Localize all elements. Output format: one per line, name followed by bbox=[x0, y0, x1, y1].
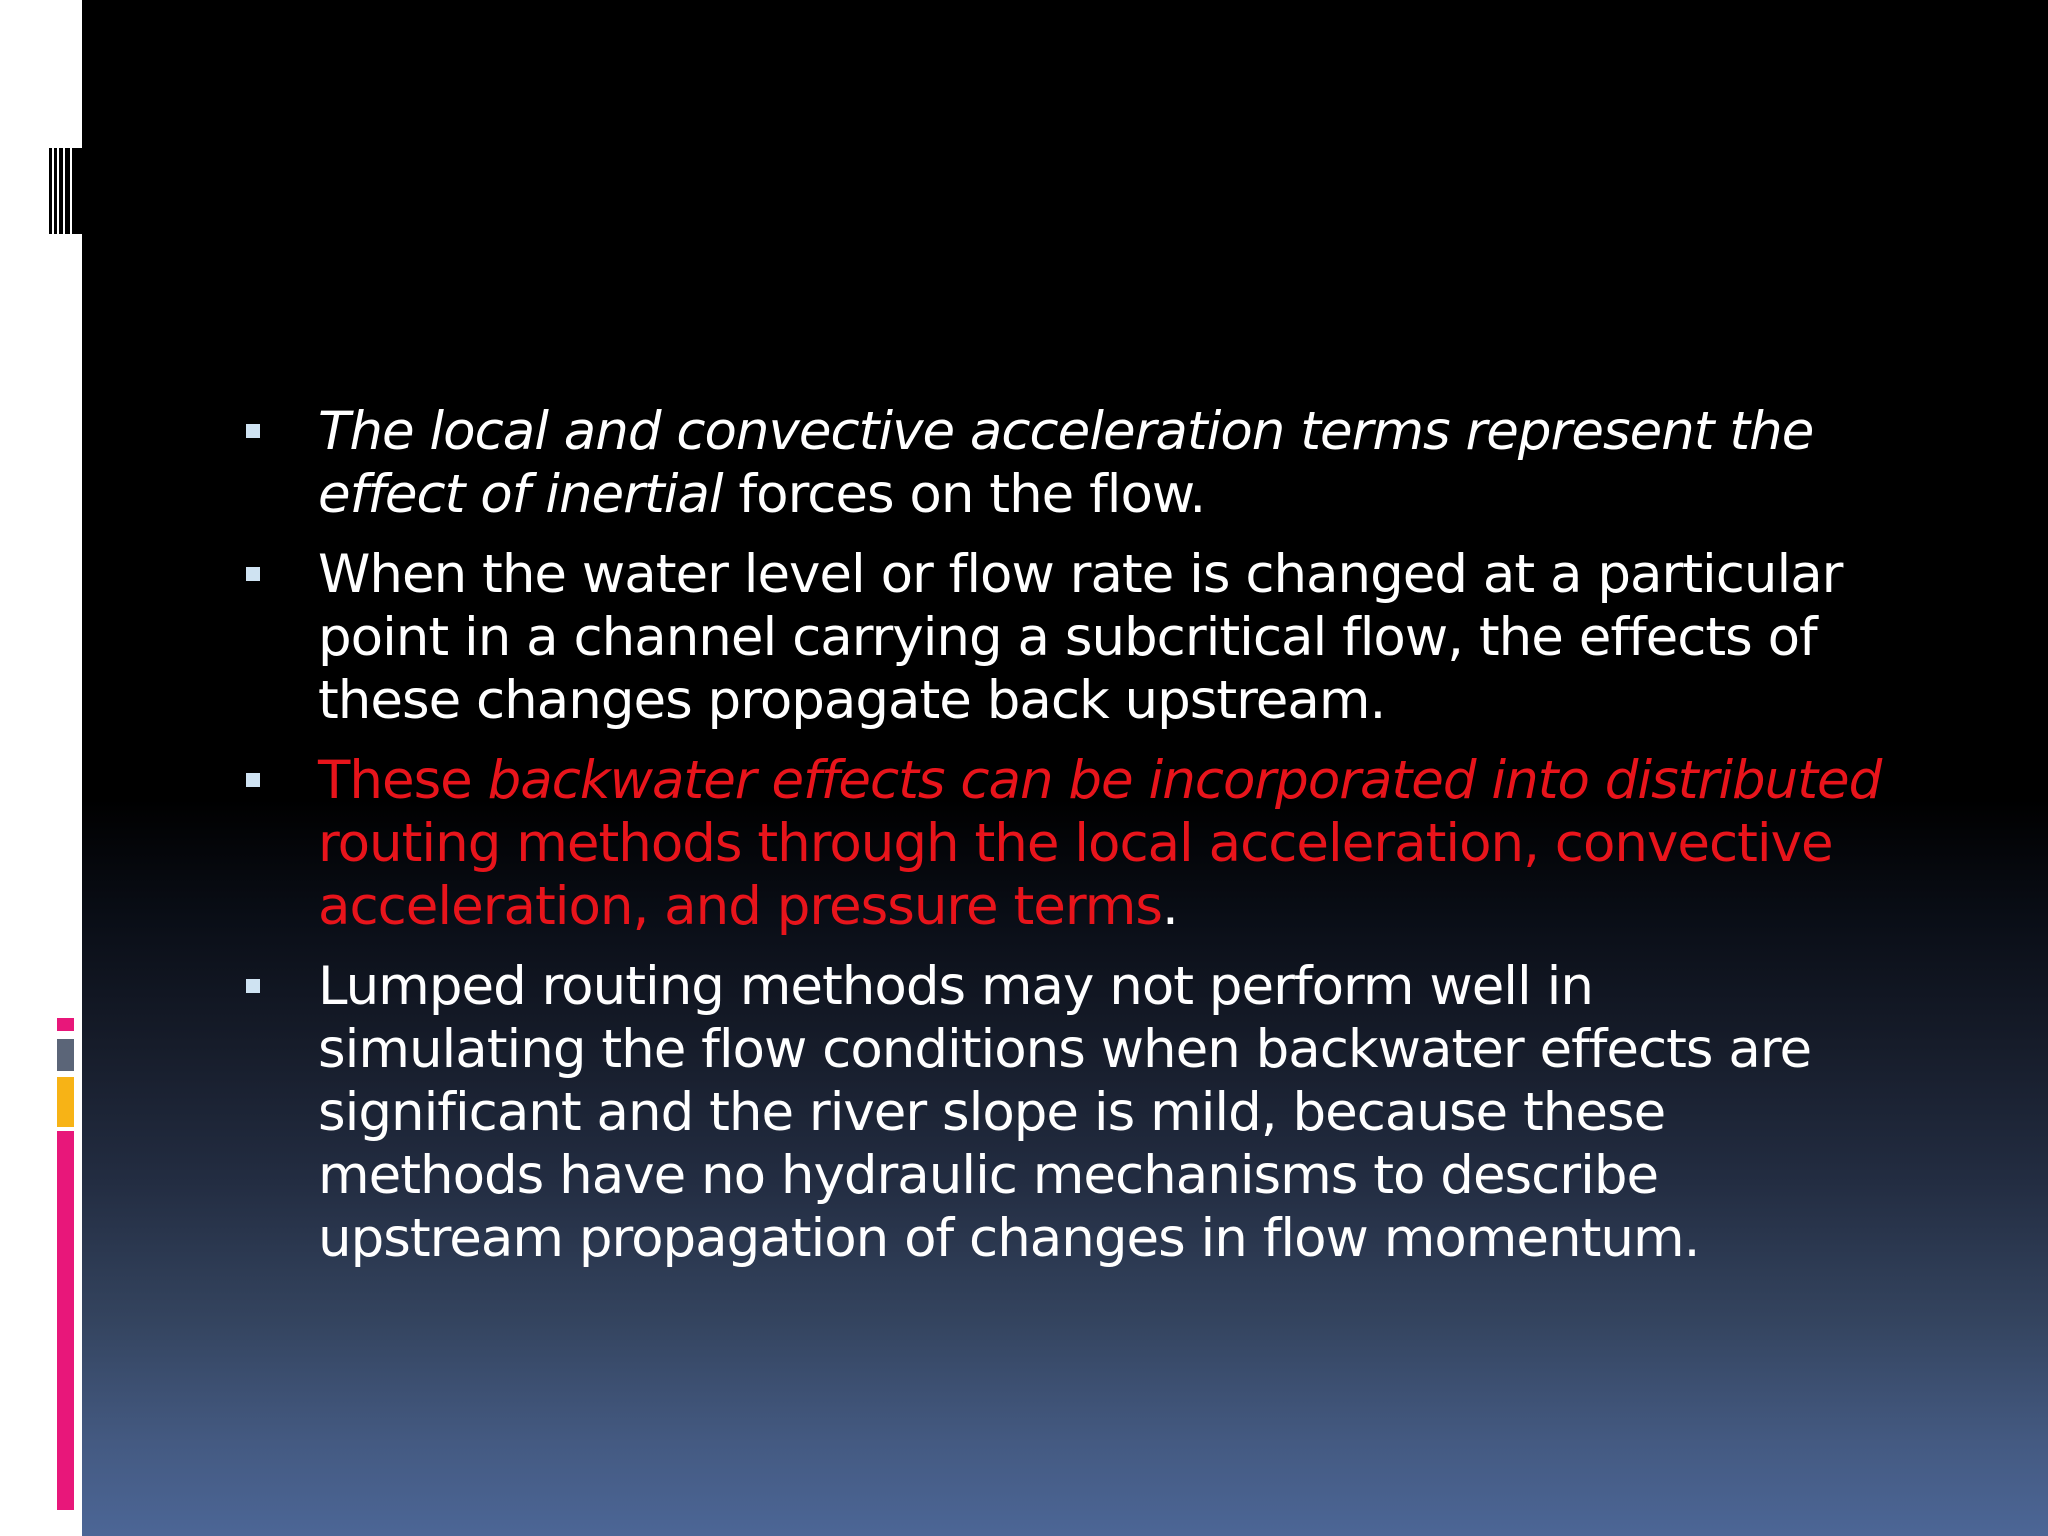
bullet-3-red-italic: backwater effects can be incorporated into distributed bbox=[487, 750, 1882, 811]
bullet-list bbox=[240, 400, 1940, 1287]
accent-bar-pink-long bbox=[57, 1131, 74, 1510]
decor-stripe bbox=[59, 148, 63, 234]
square-bullet-icon bbox=[246, 424, 260, 438]
bullet-3-red-plain: routing methods through the local acceleration, convective acceleration, and pressure terms bbox=[318, 813, 1833, 937]
square-bullet-icon bbox=[246, 773, 260, 787]
bullet-2-text: When the water level or flow rate is changed at a particular point in a channel carrying a subcritical flow, the effects of these changes propagate back upstream. bbox=[318, 544, 1843, 731]
accent-bar-amber bbox=[57, 1077, 74, 1127]
bullet-item-lumped-routing bbox=[240, 955, 1940, 1270]
bullet-1-italic-text: The local and convective acceleration terms represent the effect of inertial bbox=[318, 401, 1814, 525]
bullet-item-backwater bbox=[240, 749, 1940, 938]
square-bullet-icon bbox=[246, 979, 260, 993]
bullet-1-plain-text: forces on the flow. bbox=[722, 464, 1206, 525]
decor-stripe bbox=[54, 148, 57, 234]
decor-stripe bbox=[72, 148, 82, 234]
bullet-3-end-punct: . bbox=[1162, 876, 1178, 937]
accent-bar-slate bbox=[57, 1039, 74, 1071]
decor-stripe bbox=[65, 148, 70, 234]
decor-stripe bbox=[49, 148, 52, 234]
bullet-4-text: Lumped routing methods may not perform well in simulating the flow conditions when backwater effects are significant and the river slope is mild, because these methods have no hydraulic mechanisms to describe upstream propagation of changes in flow momentum. bbox=[318, 956, 1812, 1269]
bullet-3-red-lead: These bbox=[318, 750, 488, 811]
square-bullet-icon bbox=[246, 567, 260, 581]
left-decorative-margin bbox=[0, 0, 82, 1536]
bullet-item-inertial bbox=[240, 400, 1940, 526]
accent-bar-pink-small bbox=[57, 1018, 74, 1031]
bullet-item-water-level bbox=[240, 543, 1940, 732]
